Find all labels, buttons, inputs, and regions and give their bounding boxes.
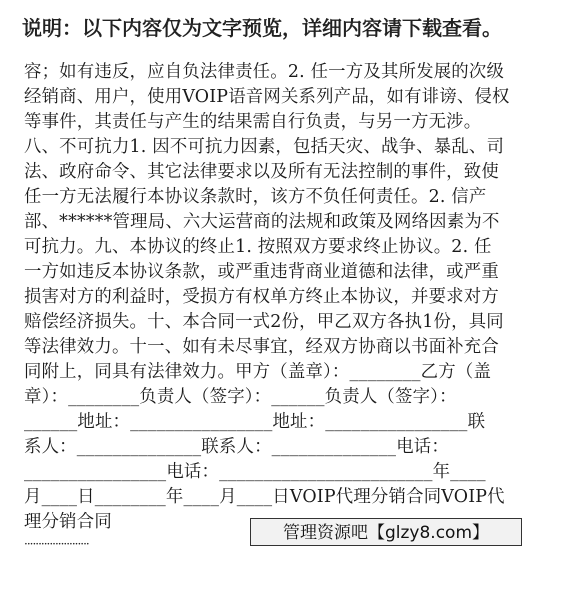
document-line: ________________电话：________________________年____ [24,462,486,482]
truncation-dots: ······················· [24,537,89,551]
document-line: 容；如有违反，应自负法律责任。2. 任一方及其所发展的次级 [24,62,505,82]
document-line: 等法律效力。十一、如有未尽事宜，经双方协商以书面补充合 [24,337,499,357]
document-line: 等事件，其责任与产生的结果需自行负责，与另一方无涉。 [24,112,482,132]
document-line: 部、******管理局、六大运营商的法规和政策及网络因素为不 [24,212,500,232]
site-brand-button[interactable]: 管理资源吧【glzy8.com】 [250,518,522,546]
document-line: 一方如违反本协议条款，或严重违背商业道德和法律，或严重 [24,262,499,282]
document-line: 可抗力。九、本协议的终止1. 按照双方要求终止协议。2. 任 [24,237,492,257]
document-line: 理分销合同 [24,512,112,532]
document-line: 章）：________负责人（签字）：______负责人（签字）： [24,387,457,407]
preview-notice: 说明：以下内容仅为文字预览，详细内容请下载查看。 [22,16,502,40]
document-line: 法、政府命令、其它法律要求以及所有无法控制的事件，致使 [24,162,499,182]
document-line: 损害对方的利益时，受损方有权单方终止本协议，并要求对方 [24,287,499,307]
document-line: 同附上，同具有法律效力。甲方（盖章）：________乙方（盖 [24,362,492,382]
document-line: ______地址：________________地址：________________联 [24,412,486,432]
document-line: 系人：______________联系人：______________电话： [24,437,449,457]
document-line: 经销商、用户，使用VOIP语音网关系列产品，如有诽谤、侵权 [24,87,510,107]
document-body [24,60,554,535]
document-line: 赔偿经济损失。十、本合同一式2份，甲乙双方各执1份，具同 [24,312,504,332]
document-line: 月____日________年____月____日VOIP代理分销合同VOIP代 [24,487,505,507]
document-line: 八、不可抗力1. 因不可抗力因素，包括天灾、战争、暴乱、司 [24,137,505,157]
document-line: 任一方无法履行本协议条款时，该方不负任何责任。2. 信产 [24,187,487,207]
